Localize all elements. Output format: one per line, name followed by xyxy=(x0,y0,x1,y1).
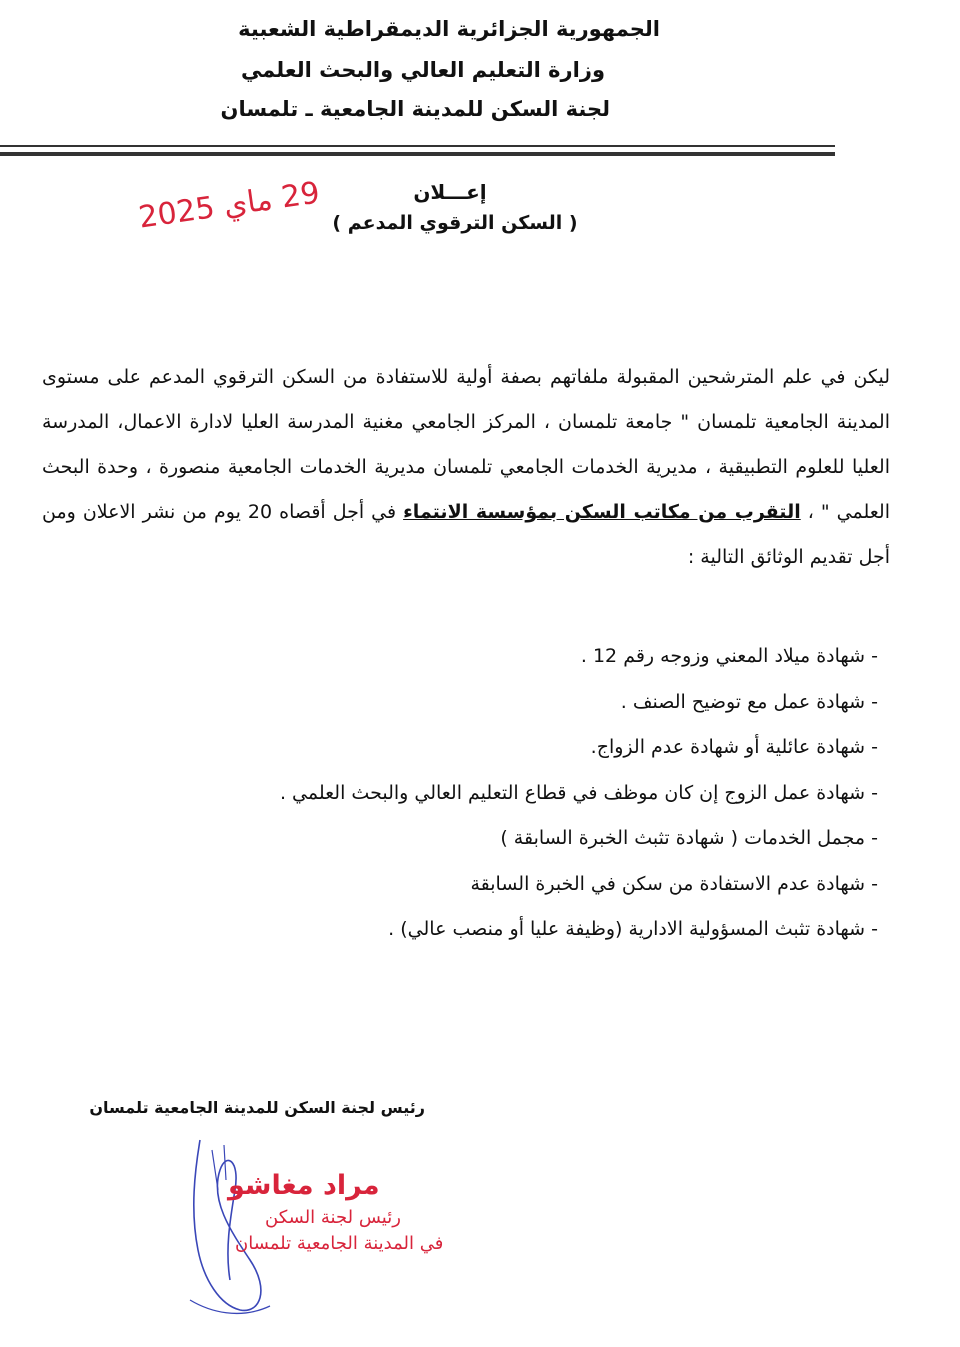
signer-title: رئيس لجنة السكن للمدينة الجامعية تلمسان xyxy=(89,1098,425,1117)
header-republic: الجمهورية الجزائرية الديمقراطية الشعبية xyxy=(238,17,660,41)
announcement-body xyxy=(42,355,890,580)
body-underlined-instruction: التقرب من مكاتب السكن بمؤسسة الانتماء xyxy=(403,501,801,523)
list-item: - مجمل الخدمات ( شهادة تثبث الخبرة السابقة ) xyxy=(500,827,878,849)
body-intro: ليكن في علم المترشحين المقبولة ملفاتهم بصفة أولية للاستفادة من السكن الترقوي المدعم على مستوى المدينة الجامعية تلمسان " جامعة تلمسان ، المركز الجامعي مغنية المدرسة العليا لادارة الاعمال، المدرسة العليا للعلوم التطبيقية ، مديرية الخدمات الجامعي تلمسان مديرية الخدمات الجامعية منصورة ، وحدة البحث العلمي " ، xyxy=(42,366,890,523)
list-item: - شهادة عمل مع توضيح الصنف . xyxy=(620,690,878,713)
stamp-title-line1: رئيس لجنة السكن xyxy=(265,1207,401,1228)
list-item: - شهادة عائلية أو شهادة عدم الزواج. xyxy=(590,736,878,758)
stamp-title-line2: في المدينة الجامعية تلمسان xyxy=(235,1233,444,1254)
header-rule-thin xyxy=(0,145,835,147)
header-ministry: وزارة التعليم العالي والبحث العلمي xyxy=(240,58,605,82)
header-rule-thick xyxy=(0,152,835,156)
stamp-name: مراد مغاشو xyxy=(228,1170,380,1201)
header-committee: لجنة السكن للمدينة الجامعية ـ تلمسان xyxy=(220,97,610,121)
date-stamp: 29 ماي 2025 xyxy=(136,175,322,236)
list-item: - شهادة تثبث المسؤولية الادارية (وظيفة عليا أو منصب عالي) . xyxy=(388,918,878,940)
list-item: - شهادة عدم الاستفادة من سكن في الخبرة السابقة xyxy=(470,872,878,895)
announcement-subtitle: ( السكن الترقوي المدعم ) xyxy=(332,212,578,234)
list-item: - شهادة عمل الزوج إن كان موظف في قطاع التعليم العالي والبحث العلمي . xyxy=(279,781,878,804)
body-deadline: في أجل أقصاه 20 يوم من نشر الاعلان ومن أجل تقديم الوثائق التالية : xyxy=(42,501,890,568)
announcement-title: إعـــلان xyxy=(413,180,487,204)
list-item: - شهادة ميلاد المعني وزوجه رقم 12 . xyxy=(580,645,878,667)
documents-list xyxy=(158,634,878,953)
